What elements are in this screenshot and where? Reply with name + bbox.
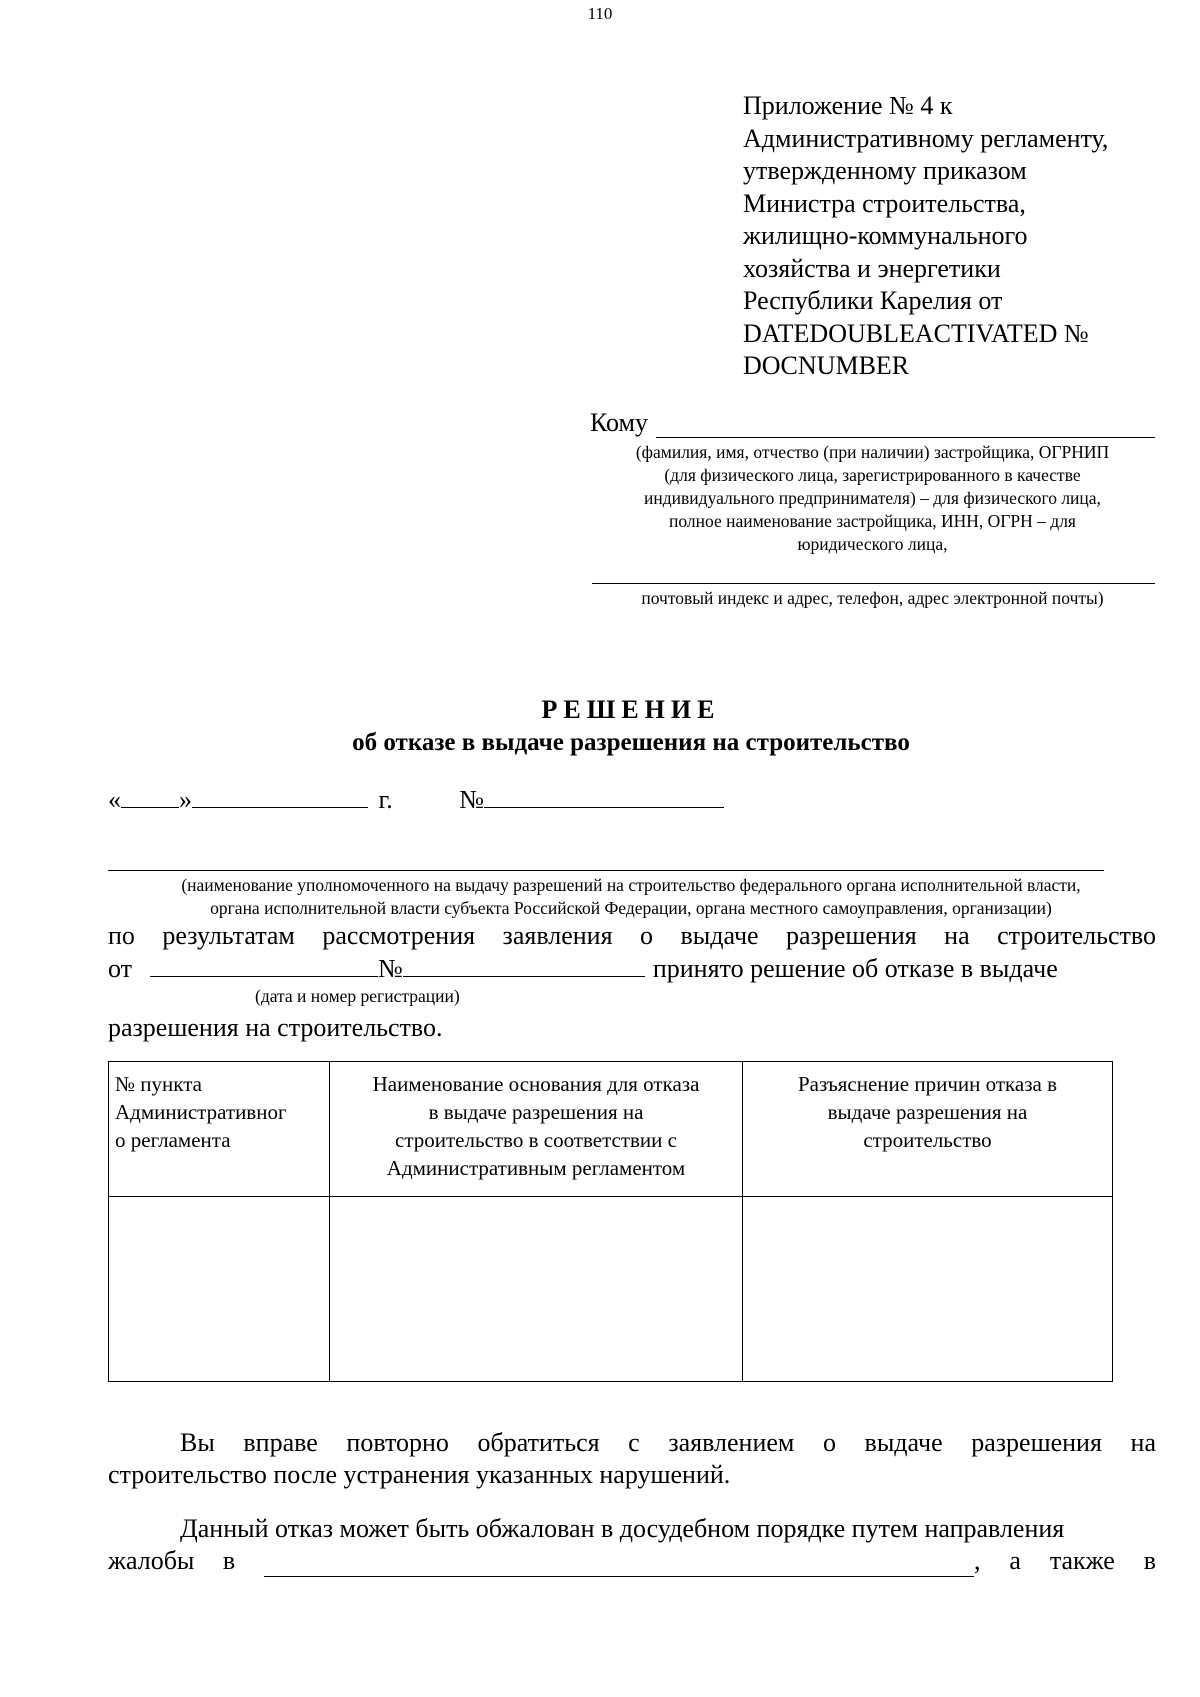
recipient-note-line: индивидуального предпринимателя) – для физического лица, [644, 488, 1101, 508]
appeal-body-field-group [264, 1545, 981, 1577]
decision-line-3: разрешения на строительство. [108, 1013, 443, 1042]
authority-note-line: органа исполнительной власти субъекта Российской Федерации, органа местного самоуправления, организации) [210, 898, 1052, 918]
header-refusal-ground [330, 1062, 743, 1197]
header-line: Административным регламентом [386, 1156, 686, 1180]
appendix-line: Административному регламенту, [743, 123, 1109, 153]
refusal-grounds-table [108, 1061, 1113, 1382]
year-suffix: г. [378, 785, 393, 814]
word: вправе [243, 1428, 318, 1457]
registration-note: (дата и номер регистрации) [255, 986, 460, 1006]
paragraph-appeal [108, 1513, 1156, 1577]
header-refusal-explanation [743, 1062, 1113, 1197]
appendix-line: DATEDOUBLEACTIVATED № [743, 318, 1089, 348]
authority-note-line: (наименование уполномоченного на выдачу разрешений на строительство федерального органа исполнительной власти, [181, 875, 1081, 895]
word: заявления [502, 921, 613, 950]
header-line: в выдаче разрешения на [428, 1100, 644, 1124]
word: а [1009, 1546, 1021, 1575]
recipient-note [590, 441, 1155, 556]
application-number-blank-field[interactable] [403, 952, 645, 977]
appendix-line: Приложение № 4 к [743, 91, 953, 120]
decision-statement: принято решение об отказе в выдаче [652, 954, 1058, 983]
decision-line-1 [108, 920, 1156, 952]
recipient-blank-field[interactable] [656, 409, 1155, 438]
word: о [640, 921, 654, 950]
open-quote: « [108, 785, 121, 814]
appendix-line: Республики Карелия от [743, 286, 1003, 315]
application-date-blank-field[interactable] [150, 952, 378, 977]
table-cell-explanation[interactable] [743, 1197, 1113, 1382]
paragraph-line [108, 1427, 1156, 1459]
appendix-line: жилищно-коммунального [743, 221, 1028, 250]
word: строительство [997, 921, 1156, 950]
from-label: от [108, 954, 133, 983]
table-cell-ground[interactable] [330, 1197, 743, 1382]
appendix-line: DOCNUMBER [743, 351, 910, 380]
word: на [1130, 1428, 1156, 1457]
appeal-body-blank-field[interactable] [264, 1552, 974, 1577]
document-subtitle: об отказе в выдаче разрешения на строительство [352, 729, 910, 756]
word: также [1049, 1546, 1115, 1575]
page-number: 110 [587, 4, 613, 23]
month-year-blank-field[interactable] [192, 783, 368, 808]
number-sign: № [378, 954, 403, 983]
word: о [822, 1428, 836, 1457]
word: в [1143, 1546, 1156, 1575]
recipient-note-line: полное наименование застройщика, ИНН, ОГРН – для [669, 511, 1076, 531]
recipient-label: Кому [590, 408, 649, 437]
word: результатам [162, 921, 295, 950]
header-line: Административног [115, 1100, 287, 1124]
header-line: № пункта [115, 1072, 202, 1096]
header-line: о регламента [115, 1128, 231, 1152]
word: выдаче [680, 921, 759, 950]
word: обратиться [477, 1428, 600, 1457]
appendix-line: утвержденному приказом [743, 156, 1027, 185]
decision-text [108, 920, 1156, 985]
document-title: РЕШЕНИЕ [541, 695, 721, 724]
paragraph-line: Данный отказ может быть обжалован в досудебном порядке путем направления [180, 1514, 1065, 1543]
table-header-row [109, 1062, 1113, 1197]
appeal-start: жалобы в [108, 1546, 236, 1575]
close-quote: » [179, 785, 192, 814]
decision-line-2 [108, 952, 1156, 985]
address-blank-field[interactable] [592, 583, 1155, 584]
word: Вы [180, 1428, 215, 1457]
header-line: Наименование основания для отказа [372, 1072, 700, 1096]
word: по [108, 921, 135, 950]
word: выдаче [864, 1428, 943, 1457]
recipient-note-line: юридического лица, [797, 534, 948, 554]
word: на [944, 921, 970, 950]
word: с [628, 1428, 640, 1457]
recipient-row [590, 408, 1155, 438]
day-blank-field[interactable] [121, 783, 179, 808]
table-row [109, 1197, 1113, 1382]
paragraph-line: строительство после устранения указанных нарушений. [108, 1460, 731, 1489]
number-sign: № [459, 785, 485, 814]
decision-number-blank-field[interactable] [484, 783, 724, 808]
paragraph-line [108, 1545, 1156, 1577]
comma: , [974, 1546, 981, 1575]
header-line: строительство [863, 1128, 992, 1152]
paragraph-reapply [108, 1427, 1156, 1491]
word: повторно [346, 1428, 449, 1457]
authority-note [104, 874, 1158, 920]
word: разрешения [971, 1428, 1102, 1457]
authority-blank-field[interactable] [108, 870, 1104, 871]
address-note: почтовый индекс и адрес, телефон, адрес электронной почты) [641, 588, 1104, 608]
date-number-line [108, 783, 724, 815]
header-line: выдаче разрешения на [827, 1100, 1028, 1124]
word: разрешения [786, 921, 917, 950]
appendix-line: хозяйства и энергетики [743, 253, 1001, 283]
appendix-block [743, 90, 1183, 383]
recipient-note-line: (для физического лица, зарегистрированного в качестве [664, 465, 1081, 485]
header-clause-number [109, 1062, 330, 1197]
header-line: Разъяснение причин отказа в [797, 1072, 1058, 1096]
appendix-line: Министра строительства, [743, 188, 1026, 218]
table-cell-clause[interactable] [109, 1197, 330, 1382]
header-line: строительство в соответствии с [395, 1128, 677, 1152]
recipient-note-line: (фамилия, имя, отчество (при наличии) застройщика, ОГРНИП [635, 442, 1110, 462]
word: рассмотрения [322, 921, 476, 950]
word: заявлением [668, 1428, 795, 1457]
